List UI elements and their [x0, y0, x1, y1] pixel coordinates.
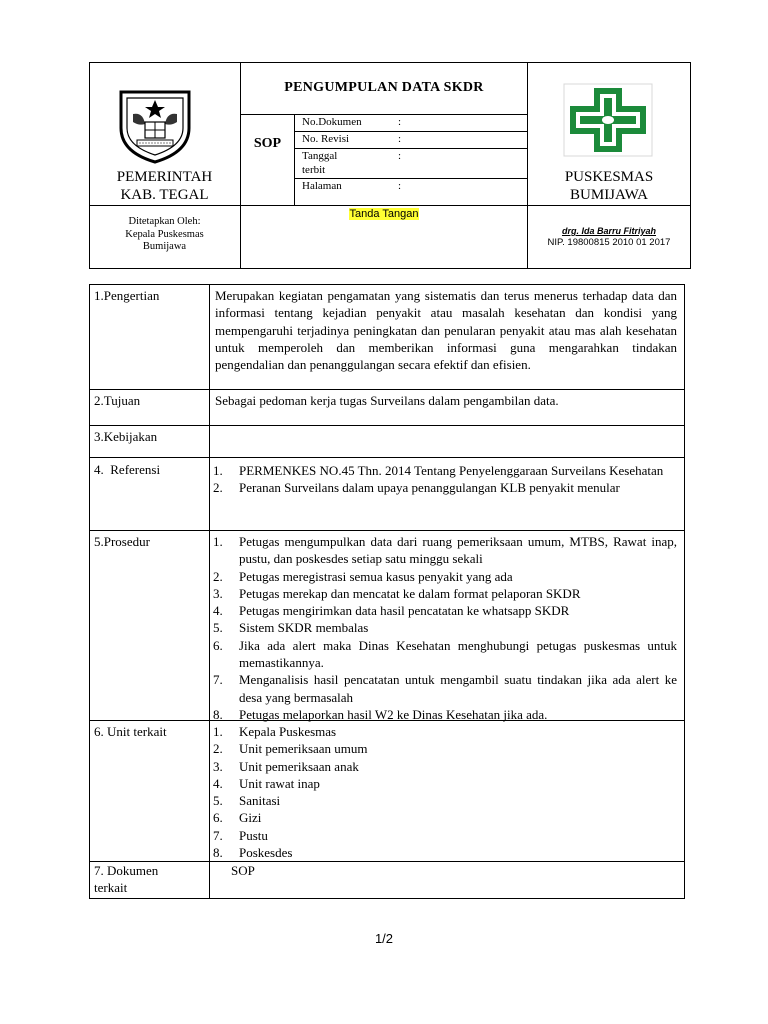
- list-item: 7. Menganalisis hasil pencatatan untuk mengambil suatu tindakan jika ada alert ke desa yang bermasalah: [213, 672, 677, 705]
- list-item: 4. Unit rawat inap: [213, 775, 320, 791]
- right-org-name: [528, 168, 690, 204]
- signer-name: drg. Ida Barru Fitriyah: [561, 226, 657, 236]
- list-item: 6. Jika ada alert maka Dinas Kesehatan menghubungi petugas puskesmas untuk memastikannya.: [213, 637, 677, 671]
- field-colon: :: [398, 116, 402, 128]
- field-colon: :: [398, 133, 402, 145]
- row-label-dokumen-terkait: 7. Dokumen terkait: [94, 863, 159, 896]
- left-org-line-2: KAB. TEGAL: [120, 187, 209, 203]
- list-item-text: Poskesdes: [239, 845, 293, 861]
- list-item-text: Petugas merekap dan mencatat ke dalam format pelaporan SKDR: [239, 585, 581, 601]
- puskesmas-cross-logo-icon: [562, 82, 654, 158]
- right-org-line-2: BUMIJAWA: [570, 187, 648, 203]
- list-item: 4. Petugas mengirimkan data hasil pencatatan ke whatsapp SKDR: [211, 602, 677, 619]
- list-item-text: Pustu: [239, 827, 268, 843]
- list-item-text: PERMENKES NO.45 Thn. 2014 Tentang Penyelenggaraan Surveilans Kesehatan: [239, 463, 664, 478]
- list-item-text: Petugas mengirimkan data hasil pencatatan ke whatsapp SKDR: [239, 603, 570, 619]
- row-label-pengertian: 1.Pengertian: [94, 288, 160, 303]
- list-item-text: Sanitasi: [239, 793, 281, 809]
- list-item: 1. Kepala Puskesmas: [213, 724, 337, 739]
- left-org-name: [89, 168, 240, 204]
- tanda-tangan-wrap: [241, 204, 527, 222]
- list-item: 7. Pustu: [213, 827, 268, 843]
- field-label: No. Revisi: [302, 133, 350, 145]
- list-item-text: Peranan Surveilans dalam upaya penanggulangan KLB penyakit menular: [239, 480, 620, 496]
- list-item-text: Jika ada alert maka Dinas Kesehatan menghubungi petugas puskesmas untuk memastikannya.: [239, 637, 677, 671]
- row-label-unit-terkait: 6. Unit terkait: [94, 724, 167, 739]
- field-no-revisi: [302, 133, 502, 145]
- tanda-tangan-label: Tanda Tangan: [349, 208, 419, 220]
- list-item-text: Unit pemeriksaan umum: [239, 741, 368, 757]
- prosedur-list: [211, 533, 677, 723]
- list-item: 8. Petugas melaporkan hasil W2 ke Dinas Kesehatan jika ada.: [211, 706, 677, 723]
- field-halaman: [302, 180, 502, 192]
- signer-nip: NIP. 19800815 2010 01 2017: [547, 237, 671, 248]
- list-item: 2. Peranan Surveilans dalam upaya penanggulangan KLB penyakit menular: [213, 480, 620, 496]
- list-item: 6. Gizi: [213, 810, 262, 826]
- field-colon: :: [398, 150, 402, 162]
- row-text-dokumen-terkait: SOP: [231, 863, 255, 878]
- unit-terkait-list: [211, 723, 677, 861]
- field-tanggal-terbit: [302, 149, 502, 177]
- list-item-text: Gizi: [239, 810, 262, 826]
- list-item: 2. Unit pemeriksaan umum: [213, 741, 368, 757]
- row-text-pengertian: Merupakan kegiatan pengamatan yang sistematis dan terus menerus terhadap data dan informasi tentang kejadian penyakit atau masalah kesehatan dan kondisi yang mempengaruhi terjadinya peningkatan dan penularan penyakit atau mas alah kesehatan untuk memperoleh dan memberikan informasi guna mengarahkan tindakan pengendalian dan penanggulangan secara efektif dan efisien.: [215, 288, 677, 373]
- referensi-list: [211, 462, 677, 497]
- document-title: PENGUMPULAN DATA SKDR: [284, 80, 484, 95]
- signer-block: [528, 226, 690, 248]
- field-colon: :: [398, 180, 402, 192]
- row-label-prosedur: 5.Prosedur: [94, 534, 150, 549]
- list-item-text: Menganalisis hasil pencatatan untuk mengambil suatu tindakan jika ada alert ke desa yang bermasalah: [239, 672, 677, 705]
- list-item-text: Petugas mengumpulkan data dari ruang pemeriksaan umum, MTBS, Rawat inap, pustu, dan poskesdes setiap satu minggu sekali: [239, 534, 677, 567]
- list-item: 2. Petugas meregistrasi semua kasus penyakit yang ada: [211, 568, 677, 585]
- ditetapkan-line-2: Kepala Puskesmas: [125, 228, 204, 240]
- field-label: No.Dokumen: [302, 116, 362, 128]
- list-item: 3. Petugas merekap dan mencatat ke dalam format pelaporan SKDR: [211, 585, 677, 602]
- field-no-dokumen: [302, 116, 502, 128]
- list-item: 1. PERMENKES NO.45 Thn. 2014 Tentang Penyelenggaraan Surveilans Kesehatan: [213, 463, 664, 478]
- row-label-tujuan: 2.Tujuan: [94, 393, 141, 408]
- row-label-referensi: 4. Referensi: [94, 462, 161, 477]
- list-item: 5. Sanitasi: [213, 793, 281, 809]
- field-label: Tanggal terbit: [302, 150, 338, 176]
- list-item-text: Kepala Puskesmas: [239, 724, 337, 739]
- list-item: 5. Sistem SKDR membalas: [211, 619, 677, 636]
- list-item-text: Unit rawat inap: [239, 775, 320, 791]
- row-text-tujuan: Sebagai pedoman kerja tugas Surveilans dalam pengambilan data.: [215, 393, 559, 408]
- list-item-text: Unit pemeriksaan anak: [239, 758, 359, 774]
- ditetapkan-line-3: Bumijawa: [142, 241, 187, 252]
- list-item-text: Petugas meregistrasi semua kasus penyakit yang ada: [239, 568, 513, 584]
- field-label: Halaman: [302, 180, 342, 192]
- list-item: 8. Poskesdes: [213, 845, 293, 861]
- row-label-kebijakan: 3.Kebijakan: [94, 429, 158, 444]
- right-org-line-1: PUSKESMAS: [564, 169, 654, 185]
- sop-label: SOP: [253, 136, 282, 151]
- list-item: 1. Petugas mengumpulkan data dari ruang pemeriksaan umum, MTBS, Rawat inap, pustu, dan poskesdes setiap satu minggu sekali: [213, 534, 677, 567]
- left-org-line-1: PEMERINTAH: [116, 169, 213, 185]
- page-number: 1/2: [374, 931, 394, 946]
- kabupaten-tegal-emblem-icon: [115, 84, 195, 164]
- list-item: 3. Unit pemeriksaan anak: [213, 758, 359, 774]
- list-item-text: Sistem SKDR membalas: [239, 620, 369, 636]
- ditetapkan-block: [89, 216, 240, 254]
- list-item-text: Petugas melaporkan hasil W2 ke Dinas Kesehatan jika ada.: [239, 706, 548, 722]
- ditetapkan-line-1: Ditetapkan Oleh:: [128, 216, 201, 227]
